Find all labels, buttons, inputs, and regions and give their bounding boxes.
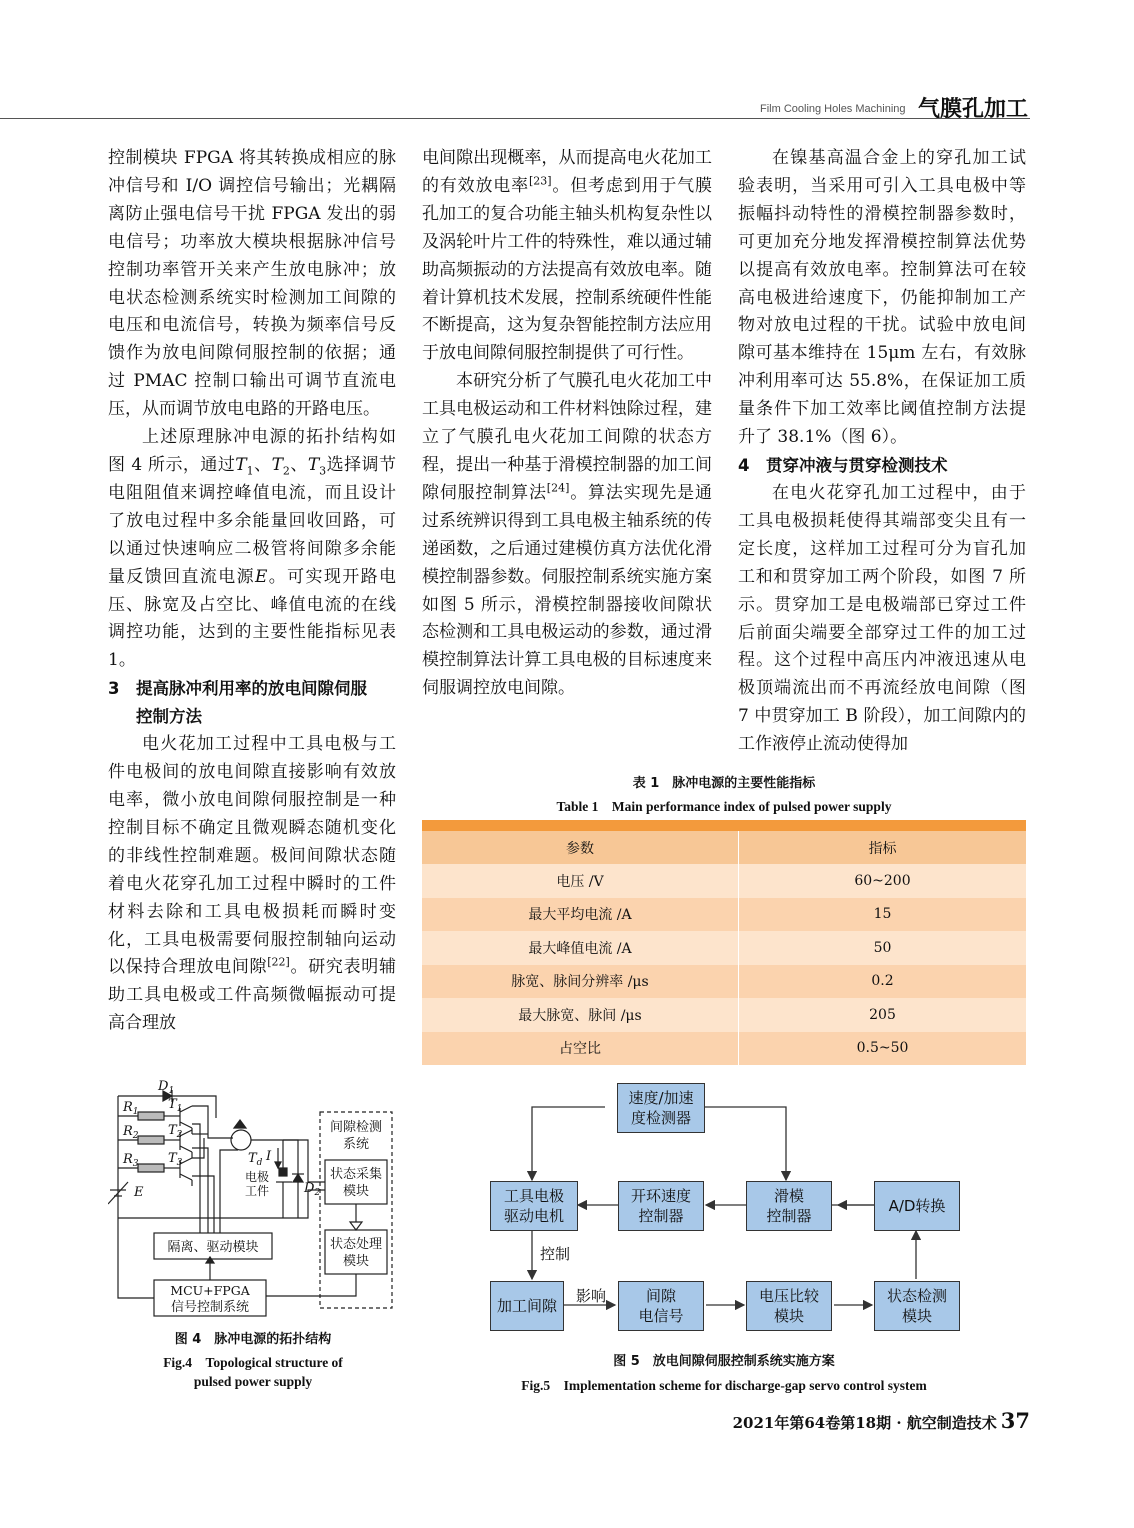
label-workpiece: 工件 (245, 1184, 270, 1198)
label-e: E (134, 1185, 144, 1200)
label-td: $T_d$ (248, 1151, 263, 1168)
diode-d2 (293, 1174, 303, 1182)
label-t3: $T_3$ (168, 1151, 183, 1168)
table-row (422, 898, 1026, 932)
table-row (422, 931, 1026, 965)
fig4-caption-en-line2: pulsed power supply (193, 1374, 313, 1389)
paragraph: 上述原理脉冲电源的拓扑结构如图 4 所示，通过$T_1$、$T_2$、$T_3$选择调节电阻阻值来调控峰值电流，而且设计了放电过程中多余能量回收回路，可以通过快速响应二极管将间隙多余能量反馈回直流电源E。可实现开路电压、脉宽及占空比、峰值电流的在线调控功能，达到的主要性能指标见表 1。 (108, 427, 397, 671)
table-cell: 电压 /V (422, 864, 739, 898)
motor-box: 工具电极 驱动电机 (490, 1181, 578, 1231)
label-electrode: 电极 (245, 1170, 270, 1184)
label-r2: $R_2$ (123, 1124, 139, 1141)
table-cell: 60~200 (739, 864, 1027, 898)
gap-signal-box: 间隙 电信号 (618, 1281, 704, 1331)
machining-gap-box: 加工间隙 (490, 1281, 564, 1331)
label-r1: $R_1$ (123, 1100, 139, 1117)
label-current: I (266, 1149, 272, 1164)
column-1 (108, 145, 396, 1038)
table-header-cell: 指标 (739, 826, 1027, 865)
label-t1: $T_1$ (168, 1097, 183, 1114)
svg-text:模块: 模块 (342, 1184, 370, 1199)
label-gap-detect: 间隙检测 (329, 1120, 383, 1135)
section-heading-3: 3 提高脉冲利用率的放电间隙伺服 控制方法 (108, 679, 367, 727)
table-cell: 占空比 (422, 1032, 739, 1066)
table-cell: 最大平均电流 /A (422, 898, 739, 932)
sliding-mode-controller-box: 滑模 控制器 (746, 1181, 832, 1231)
table-row (422, 965, 1026, 999)
fig5-caption-zh: 图 5 放电间隙伺服控制系统实施方案 (613, 1354, 835, 1369)
table-caption-zh: 表 1 脉冲电源的主要性能指标 (632, 776, 816, 791)
table-header-cell: 参数 (422, 826, 739, 865)
fig5-caption-en: Fig.5 Implementation scheme for discharge-gap servo control system (521, 1378, 927, 1393)
arrow-speed-to-sliding (705, 1107, 786, 1180)
table-header-row (422, 826, 1026, 865)
table-row (422, 864, 1026, 898)
fig4-caption-zh: 图 4 脉冲电源的拓扑结构 (174, 1332, 332, 1347)
label-state-process: 状态处理 (329, 1237, 383, 1252)
header-rule (0, 118, 1030, 119)
label-r3: $R_3$ (123, 1152, 139, 1169)
fig5-block-diagram (470, 1075, 990, 1345)
table-cell: 最大脉宽、脉间 /μs (422, 998, 739, 1032)
label-d1: $D_1$ (158, 1079, 175, 1096)
paragraph: 电间隙出现概率，从而提高电火花加工的有效放电率[23]。但考虑到用于气膜孔加工的复合功能主轴头机构复杂性以及涡轮叶片工件的特殊性，难以通过辅助高频振动的方法提高有效放电率。随着计算机技术发展，控制系统硬件性能不断提高，这为复杂智能控制方法应用于放电间隙伺服控制提供了可行性。 (422, 148, 713, 364)
label-state-collect: 状态采集 (329, 1167, 383, 1182)
table-cell: 50 (739, 931, 1027, 965)
svg-text:模块: 模块 (342, 1254, 370, 1269)
label-affect: 影响 (576, 1287, 607, 1305)
label-mcu: MCU+FPGA (170, 1283, 250, 1298)
open-loop-controller-box: 开环速度 控制器 (618, 1181, 704, 1231)
speed-detector-box: 速度/加速 度检测器 (617, 1083, 705, 1133)
transistor-td (231, 1130, 251, 1150)
table-cell: 205 (739, 998, 1027, 1032)
issue-info: 2021年第64卷第18期 · 航空制造技术 (732, 1414, 997, 1432)
label-t2: $T_2$ (168, 1123, 183, 1140)
voltage-compare-box: 电压比较 模块 (746, 1281, 832, 1331)
paragraph: 电火花加工过程中工具电极与工件电极间的放电间隙直接影响有效放电率，微小放电间隙伺服控制是一种控制目标不确定且微观瞬态随机变化的非线性控制难题。极间间隙状态随着电火花穿孔加工过程中瞬时的工件材料去除和工具电极损耗而瞬时变化，工具电极需要伺服控制轴向运动以保持合理放电间隙[22]。研究表明辅助工具电极或工件高频微幅振动可提高合理放 (108, 734, 397, 1034)
fig4-circuit-diagram (108, 1078, 398, 1324)
table-caption-en: Table 1 Main performance index of pulsed power supply (556, 799, 892, 814)
table-cell: 15 (739, 898, 1027, 932)
journal-name-zh: 气膜孔加工 (918, 97, 1029, 122)
paragraph: 本研究分析了气膜孔电火花加工中工具电极运动和工件材料蚀除过程，建立了气膜孔电火花加工间隙的状态方程，提出一种基于滑模控制器的加工间隙伺服控制算法[24]。算法实现先是通过系统辨识得到工具电极主轴系统的传递函数，之后通过建模仿真方法优化滑模控制器参数。伺服控制系统实施方案如图 5 所示，滑模控制器接收间隙状态检测和工具电极运动的参数，通过滑模控制算法计算工具电极的目标速度来伺服调控放电间隙。 (422, 371, 713, 699)
state-detect-box: 状态检测 模块 (874, 1281, 960, 1331)
column-2 (422, 145, 712, 703)
performance-table (422, 820, 1026, 1065)
page-number: 37 (1000, 1408, 1030, 1433)
page-footer (720, 1408, 1030, 1433)
electrode (279, 1168, 287, 1176)
fig4-caption-en-line1: Fig.4 Topological structure of (163, 1355, 343, 1370)
label-control: 控制 (540, 1245, 571, 1263)
arrow-speed-to-motor (532, 1107, 605, 1180)
table-row (422, 1032, 1026, 1066)
label-d2: $D_2$ (304, 1181, 321, 1198)
label-isolation: 隔离、驱动模块 (167, 1240, 259, 1255)
table-cell: 0.2 (739, 965, 1027, 999)
table-cell: 脉宽、脉间分辨率 /μs (422, 965, 739, 999)
ad-converter-box: A/D转换 (874, 1181, 960, 1231)
paragraph: 在镍基高温合金上的穿孔加工试验表明，当采用可引入工具电极中等振幅抖动特性的滑模控制器参数时，可更加充分地发挥滑模控制算法优势以提高有效放电率。控制算法可在较高电极进给速度下，仍能抑制加工产物对放电过程的干扰。试验中放电间隙可基本维持在 15μm 左右，有效脉冲利用率可达 55.8%，在保证加工质量条件下加工效率比阈值控制方法提升了 38.1%（图 6）。 (738, 148, 1026, 448)
table-cell: 0.5~50 (739, 1032, 1027, 1066)
paragraph: 在电火花穿孔加工过程中，由于工具电极损耗使得其端部变尖且有一定长度，这样加工过程可分为盲孔加工和和贯穿加工两个阶段，如图 7 所示。贯穿加工是电极端部已穿过工件后前面尖端要全部穿过工件的加工过程。这个过程中高压内冲液迅速从电极顶端流出而不再流经放电间隙（图 7 中贯穿加工 B 阶段），加工间隙内的工作液停止流动使得加 (738, 482, 1026, 755)
section-heading-4: 4 贯穿冲液与贯穿检测技术 (738, 455, 948, 475)
svg-text:系统: 系统 (342, 1137, 370, 1152)
label-signal-control: 信号控制系统 (170, 1300, 250, 1315)
table-row (422, 998, 1026, 1032)
journal-name-en: Film Cooling Holes Machining (760, 103, 906, 115)
paragraph: 控制模块 FPGA 将其转换成相应的脉冲信号和 I/O 调控信号输出；光耦隔离防止强电信号干扰 FPGA 发出的弱电信号；功率放大模块根据脉冲信号控制功率管开关来产生放电脉冲；放电状态检测系统实时检测加工间隙的电压和电流信号，转换为频率信号反馈作为放电间隙伺服控制的依据；通过 PMAC 控制口输出可调节直流电压，从而调节放电电路的开路电压。 (108, 148, 396, 420)
column-3 (738, 145, 1026, 759)
table-cell: 最大峰值电流 /A (422, 931, 739, 965)
